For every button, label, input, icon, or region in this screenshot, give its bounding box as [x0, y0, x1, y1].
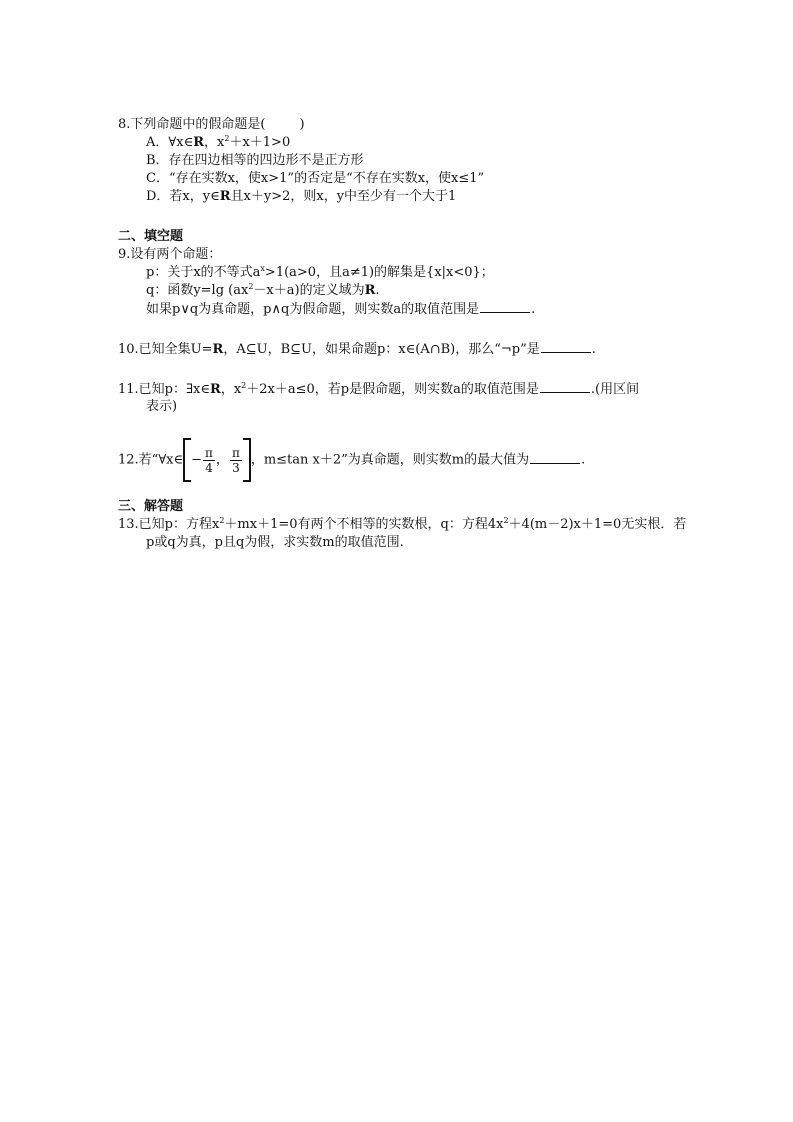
right-bracket-icon [243, 438, 251, 482]
q8-option-c: C．“存在实数x，使x>1”的否定是“不存在实数x，使x≤1” [146, 171, 485, 186]
q9-answer-blank[interactable] [480, 300, 530, 313]
q11-answer-blank[interactable] [540, 380, 590, 393]
fraction-pi-over-4: $\frac{\pi}{4}$ [205, 445, 213, 475]
q11-continuation: 表示) [146, 399, 178, 414]
fraction-pi-over-3: $\frac{\pi}{3}$ [231, 445, 240, 475]
q8-option-b: B．存在四边相等的四边形不是正方形 [146, 153, 364, 168]
q8-stem: 8.下列命题中的假命题是( ) [118, 117, 305, 132]
q10-answer-blank[interactable] [541, 340, 591, 353]
section-heading-solve: 三、解答题 [118, 499, 184, 514]
q12-answer-blank[interactable] [530, 451, 580, 464]
section-heading-fill-in: 二、填空题 [118, 229, 184, 244]
q13-stem-line1: 13.已知p：方程$x^2+mx+1=0$有两个不相等的实数根，q：方程$4x^2+4(m-2)x+1=0$无实根．若 [118, 516, 687, 532]
q10-stem: 10.已知全集U=R，A⊆U，B⊆U，如果命题p：x∈(A∩B)，那么“¬p”是 . [118, 342, 596, 357]
q9-proposition-p: p：关于x的不等式$a^x>1(a>0$，且a≠1)的解集是{x|x<0}； [146, 264, 494, 280]
q9-stem: 9.设有两个命题： [118, 247, 222, 262]
left-bracket-icon [183, 438, 191, 482]
q8-option-a: A．∀x∈R，$x^2+x+1>0$ [146, 134, 291, 150]
q13-stem-line2: p或q为真，p且q为假，求实数m的取值范围. [146, 535, 404, 550]
q9-question: 如果p∨q为真命题，p∧q为假命题，则实数a的取值范围是 . [146, 302, 536, 317]
q8-option-d: D．若x，y∈R且x＋y>2，则x，y中至少有一个大于1 [146, 189, 457, 204]
q12-stem: 12.若“∀x∈ − $\frac{\pi}{4}$ ， $\frac{\pi}{3}$ ，m≤tan x＋2”为真命题，则实数m的最大值为 . [118, 438, 585, 483]
q11-stem: 11.已知p：∃x∈R，$x^2+2x+a\le 0$，若p是假命题，则实数a的取值范围是 .(用区间 [118, 381, 640, 397]
q9-proposition-q: q：函数y=lg $(ax^2-x+a)$的定义域为R. [146, 282, 380, 298]
